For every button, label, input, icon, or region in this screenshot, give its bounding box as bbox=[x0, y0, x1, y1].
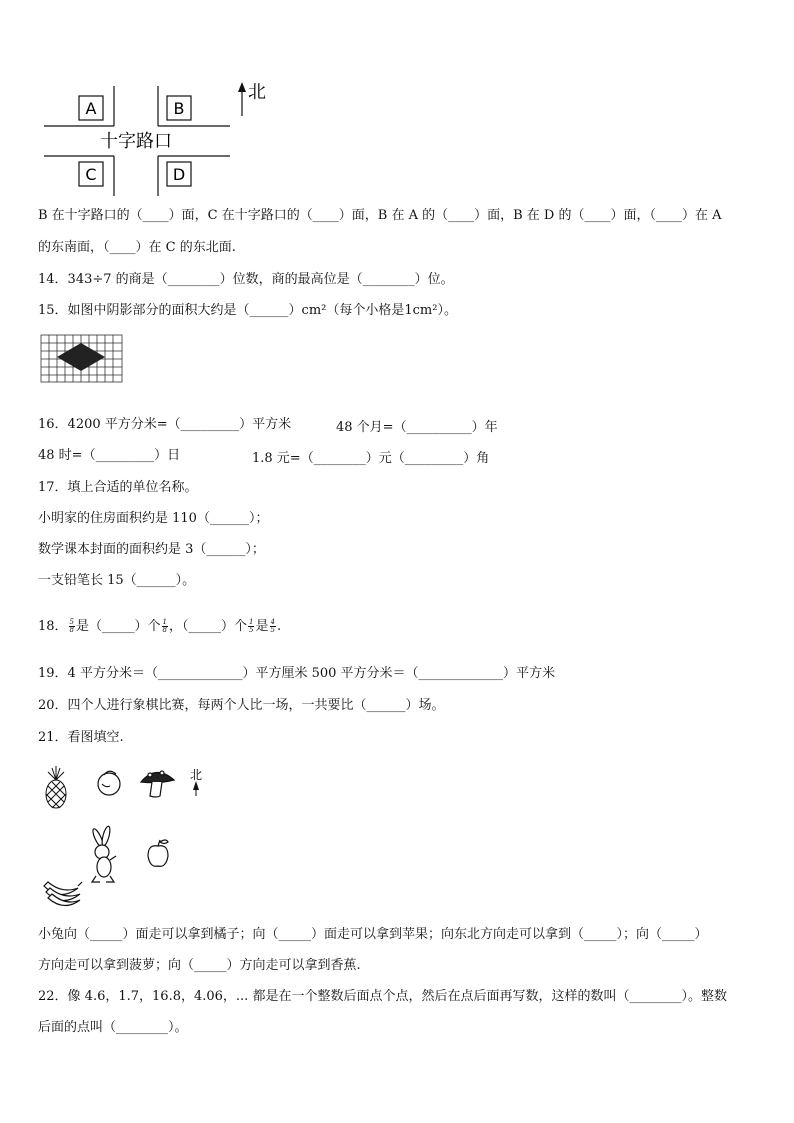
apple-icon bbox=[148, 840, 168, 866]
q15-text: 15．如图中阴影部分的面积大约是（______）cm²（每个小格是1cm²）。 bbox=[38, 303, 457, 318]
q19-text: 19．4 平方分米＝（_____________）平方厘米 500 平方分米＝（_____________）平方米 bbox=[38, 666, 556, 681]
q21-north-label: 北 bbox=[190, 768, 203, 782]
mushroom-icon bbox=[141, 771, 174, 797]
orange-icon bbox=[98, 771, 120, 795]
q22-line1: 22．像 4.6，1.7，16.8，4.06，... 都是在一个整数后面点个点，然后在点后面再写数，这样的数叫（________）。整数 bbox=[38, 989, 727, 1004]
q18-comma: ，（_____）个 bbox=[169, 619, 248, 634]
label-d: D bbox=[172, 165, 186, 184]
q14-text: 14．343÷7 的商是（________）位数，商的最高位是（________）位。 bbox=[38, 272, 454, 287]
pineapple-icon bbox=[46, 766, 66, 808]
q16-a: 16．4200 平方分米=（_________）平方米 bbox=[38, 417, 292, 432]
fraction-5-8: $\frac{5}{8}$ bbox=[69, 618, 75, 634]
fraction-4-5: $\frac{4}{5}$ bbox=[270, 618, 275, 634]
crossroad-label: 十字路口 bbox=[100, 131, 172, 152]
q18-line bbox=[38, 618, 281, 636]
q21-title: 21．看图填空. bbox=[38, 730, 124, 745]
q18-is: 是（_____）个 bbox=[76, 619, 161, 634]
q16-d: 1.8 元=（________）元（_________）角 bbox=[252, 451, 490, 466]
banana-icon bbox=[44, 882, 82, 906]
q16-c: 48 时=（_________）日 bbox=[38, 448, 181, 463]
q17-title: 17．填上合适的单位名称。 bbox=[38, 480, 198, 495]
fraction-1-8: $\frac{1}{8}$ bbox=[162, 618, 167, 634]
q16-b: 48 个月=（__________）年 bbox=[336, 420, 498, 435]
q13-line1: B 在十字路口的（____）面，C 在十字路口的（____）面，B 在 A 的（____）面，B 在 D 的（____）面，（____）在 A bbox=[38, 208, 722, 223]
q22-line2: 后面的点叫（________）。 bbox=[38, 1020, 188, 1035]
q17-item-3: 一支铅笔长 15（______）。 bbox=[38, 573, 196, 588]
rabbit-icon bbox=[91, 826, 116, 882]
north-label: 北 bbox=[248, 82, 266, 103]
q20-text: 20．四个人进行象棋比赛，每两个人比一场，一共要比（______）场。 bbox=[38, 698, 445, 713]
label-a: A bbox=[85, 99, 97, 118]
fraction-1-5: $\frac{1}{5}$ bbox=[249, 618, 254, 634]
q17-item-1: 小明家的住房面积约是 110（______）； bbox=[38, 511, 269, 526]
q21-line1: 小兔向（_____）面走可以拿到橘子；向（_____）面走可以拿到苹果；向东北方向走可以拿到（_____）；向（_____） bbox=[38, 927, 708, 942]
q18-num: 18． bbox=[38, 619, 68, 634]
q21-line2: 方向走可以拿到菠萝；向（_____）方向走可以拿到香蕉. bbox=[38, 958, 361, 973]
q18-end: . bbox=[276, 619, 282, 634]
crossroad-diagram bbox=[38, 80, 278, 200]
grid-figure bbox=[40, 334, 124, 384]
q21-figure bbox=[38, 762, 218, 912]
label-b: B bbox=[173, 99, 185, 118]
q13-line2: 的东南面，（____）在 C 的东北面. bbox=[38, 240, 236, 255]
label-c: C bbox=[85, 165, 97, 184]
q17-item-2: 数学课本封面的面积约是 3（______）； bbox=[38, 542, 265, 557]
q18-is2: 是 bbox=[255, 619, 269, 634]
